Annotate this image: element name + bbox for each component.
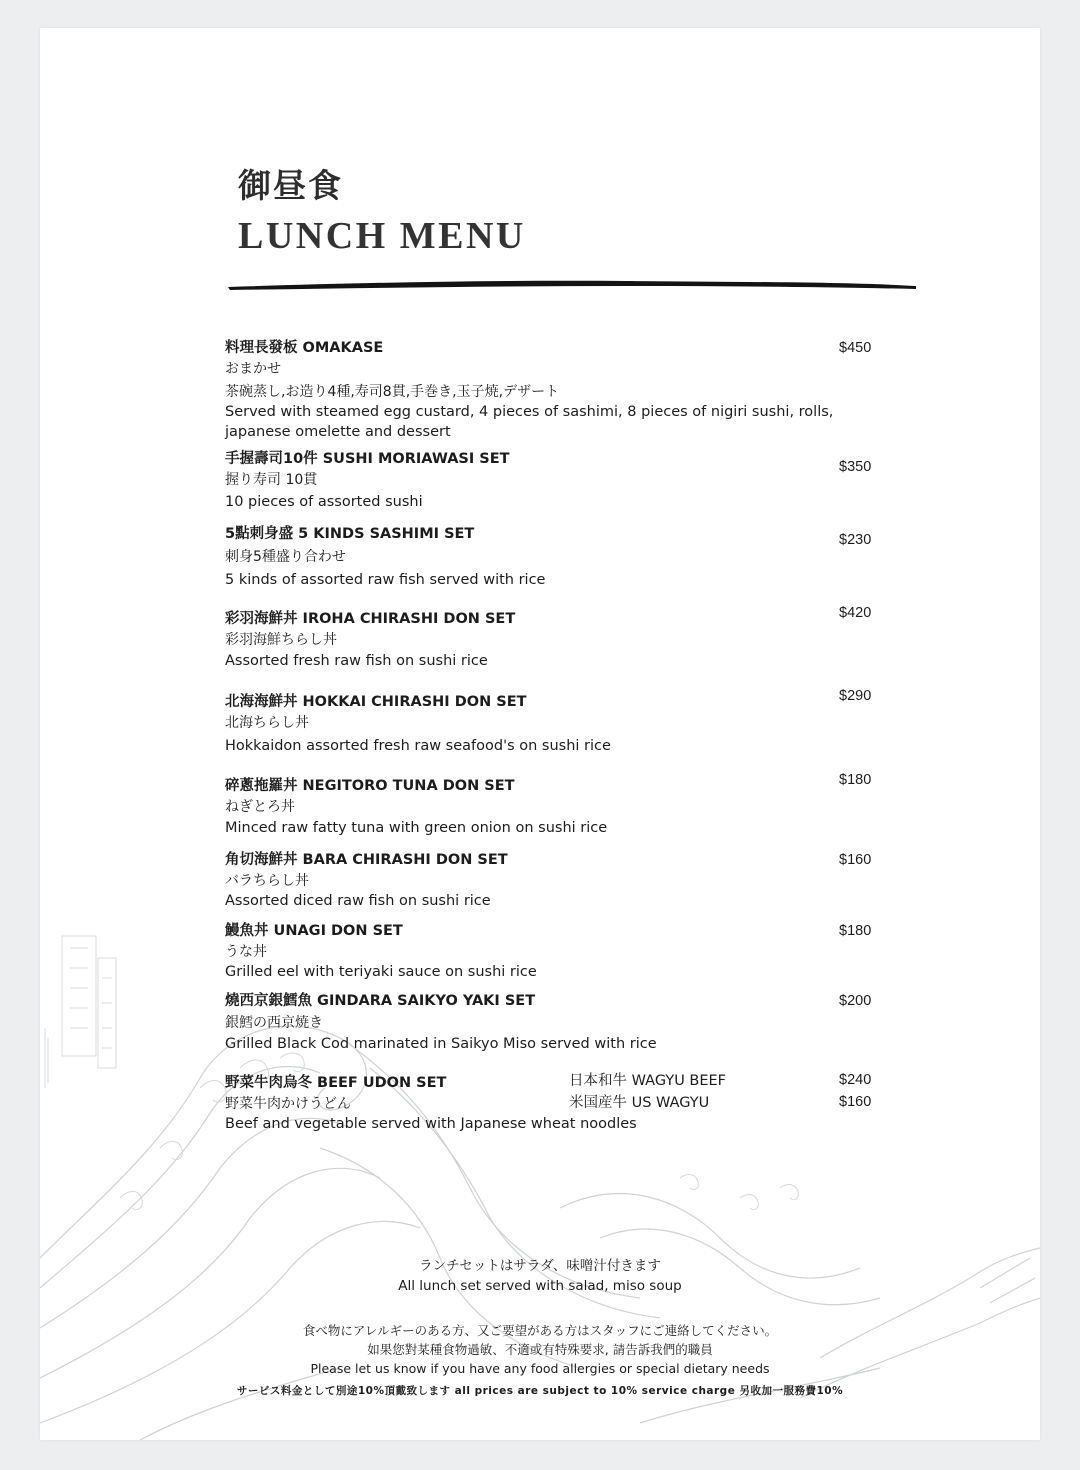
item-name: 燒西京銀鱈魚 GINDARA SAIKYO YAKI SET <box>225 993 536 1009</box>
item-description: Assorted diced raw fish on sushi rice <box>225 893 491 909</box>
menu-item <box>225 692 885 757</box>
item-price: $180 <box>839 772 872 788</box>
allergy-note-chinese: 如果您對某種食物過敏、不適或有特殊要求, 請告訴我們的職員 <box>367 1342 713 1357</box>
item-name: 5點刺身盛 5 KINDS SASHIMI SET <box>225 526 475 542</box>
allergy-note-english: Please let us know if you have any food allergies or special dietary needs <box>310 1361 770 1376</box>
item-japanese-name: 北海ちらし丼 <box>225 715 309 731</box>
item-name: 角切海鮮丼 BARA CHIRASHI DON SET <box>225 852 508 868</box>
menu-item <box>225 921 885 983</box>
menu-page <box>40 28 1040 1440</box>
item-price: $450 <box>839 340 872 356</box>
item-japanese-name: ねぎとろ丼 <box>225 799 295 815</box>
menu-item <box>225 609 885 672</box>
menu-item <box>225 449 885 513</box>
item-description: Assorted fresh raw fish on sushi rice <box>225 653 488 669</box>
option-price-us-wagyu: $160 <box>839 1094 872 1110</box>
item-price: $180 <box>839 923 872 939</box>
option-label-us-wagyu: 米国産牛 US WAGYU <box>569 1095 710 1111</box>
item-description: Served with steamed egg custard, 4 pieces of sashimi, 8 pieces of nigiri sushi, rolls, japanese omelette and dessert <box>225 404 834 440</box>
item-price: $200 <box>839 993 872 1009</box>
item-name: 碎蔥拖羅丼 NEGITORO TUNA DON SET <box>225 778 515 794</box>
item-description: Grilled eel with teriyaki sauce on sushi rice <box>225 964 537 980</box>
menu-item <box>225 776 885 839</box>
item-price: $290 <box>839 688 872 704</box>
item-name: 野菜牛肉烏冬 BEEF UDON SET <box>225 1075 447 1091</box>
item-japanese-name: 握り寿司 10貫 <box>225 472 318 488</box>
item-japanese-name: おまかせ <box>225 361 281 377</box>
item-price: $350 <box>839 459 872 475</box>
item-japanese-name: 彩羽海鮮ちらし丼 <box>225 632 337 648</box>
item-price: $230 <box>839 532 872 548</box>
item-japanese-name: バラちらし丼 <box>225 873 309 889</box>
item-description: 10 pieces of assorted sushi <box>225 494 423 510</box>
item-description: Grilled Black Cod marinated in Saikyo Miso served with rice <box>225 1036 657 1052</box>
menu-item <box>225 338 885 442</box>
item-description: Hokkaidon assorted fresh raw seafood's on sushi rice <box>225 738 611 754</box>
menu-item <box>225 1073 885 1135</box>
item-name: 彩羽海鮮丼 IROHA CHIRASHI DON SET <box>225 611 516 627</box>
option-price-wagyu: $240 <box>839 1072 872 1088</box>
item-description: 5 kinds of assorted raw fish served with rice <box>225 572 546 588</box>
item-description: Minced raw fatty tuna with green onion on sushi rice <box>225 820 608 836</box>
title-english: LUNCH MENU <box>238 215 526 257</box>
item-name: 鰻魚丼 UNAGI DON SET <box>225 923 403 939</box>
item-name: 料理長發板 OMAKASE <box>225 340 384 356</box>
brush-stroke-divider <box>226 276 918 294</box>
item-japanese-name: うな丼 <box>225 944 267 960</box>
service-charge-note: サービス料金として別途10%頂戴致します all prices are subject to 10% service charge 另收加一服務費10% <box>236 1385 844 1397</box>
item-price: $420 <box>839 605 872 621</box>
item-japanese-description: 茶碗蒸し,お造り4種,寿司8貫,手巻き,玉子焼,デザート <box>225 384 560 400</box>
set-note-english: All lunch set served with salad, miso soup <box>398 1278 682 1294</box>
menu-item <box>225 524 885 591</box>
item-japanese-name: 銀鱈の西京焼き <box>225 1015 323 1031</box>
item-japanese-name: 野菜牛肉かけうどん <box>225 1096 351 1112</box>
item-japanese-name: 刺身5種盛り合わせ <box>225 549 346 565</box>
item-name: 北海海鮮丼 HOKKAI CHIRASHI DON SET <box>225 694 527 710</box>
item-price: $160 <box>839 852 872 868</box>
item-name: 手握壽司10件 SUSHI MORIAWASI SET <box>225 451 510 467</box>
menu-item <box>225 991 885 1055</box>
allergy-note-japanese: 食べ物にアレルギーのある方、又ご要望がある方はスタッフにご連絡してください。 <box>302 1323 778 1338</box>
option-label-wagyu: 日本和牛 WAGYU BEEF <box>569 1073 727 1089</box>
item-description: Beef and vegetable served with Japanese wheat noodles <box>225 1116 637 1132</box>
menu-item <box>225 850 885 912</box>
title-japanese: 御昼食 <box>238 166 343 205</box>
set-note-japanese: ランチセットはサラダ、味噌汁付きます <box>419 1258 661 1274</box>
